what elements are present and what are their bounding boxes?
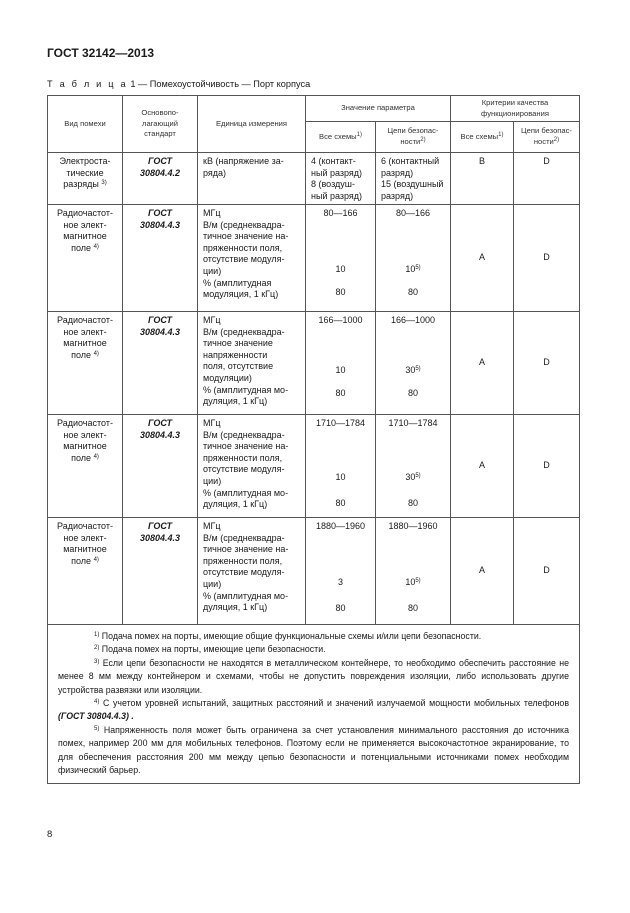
rf-freq-safety: 1710—1784 [388,418,438,428]
rf-unit: МГц В/м (среднеквадра- тичное значение напряженности поля, отсутствие модуляции) % (амплитудная мо- дуляция, 1 кГц) [198,312,306,415]
header-criteria-group: Критерии качества функционирования [451,96,580,122]
note-2: $^{2)}$ Подача помех на порты, имеющие цепи безопасности. [94,644,326,655]
rf-criteria-all: А [451,205,514,312]
rf-standard: ГОСТ 30804.4.3 [123,205,198,312]
table-header-row-1 [48,96,580,122]
table-notes [48,625,580,784]
rf-all-values [306,518,376,625]
immunity-table [47,95,580,784]
rf-criteria-all: А [451,518,514,625]
rf-field-safety: 30$^{5)}$ [405,365,421,375]
rf-freq-all: 1880—1960 [315,521,366,531]
header-all-circuits: Все схемы$^{1)}$ [306,122,376,153]
rf-freq-all: 166—1000 [318,315,363,325]
rf-criteria-safety: D [514,415,580,518]
header-phenomenon: Вид помехи [48,96,123,153]
rf-safety-values [376,205,451,312]
rf-field-all: 10 [335,264,346,274]
rf-name: Радиочастот- ное элект- магнитное поле $^{4)}$ [48,518,123,625]
esd-unit: кВ (напряжение за- ряда) [198,153,306,205]
esd-safety-value: 6 (контактный разряд) 15 (воздушный разряд) [376,153,451,205]
rf-safety-values [376,518,451,625]
rf-field-all: 10 [335,472,346,482]
rf-criteria-all: А [451,312,514,415]
rf-criteria-all: А [451,415,514,518]
rf-freq-safety: 166—1000 [390,315,436,325]
note-3: $^{3)}$ Если цепи безопасности не находятся в металлическом контейнере, то необходимо обеспечить расстояние не менее 8 мм между контейнером и схемами, чтобы не допустить повреждения изоляции, либо использовать другие устройства развязки или изоляции. [58,657,569,695]
rf-field-safety: 30$^{5)}$ [405,472,421,482]
rf-criteria-safety: D [514,205,580,312]
rf-name: Радиочастот- ное элект- магнитное поле $^{4)}$ [48,312,123,415]
rf-mod-safety: 80 [407,388,418,398]
rf-mod-all: 80 [335,287,346,297]
rf-field-all: 3 [337,577,343,587]
rf-freq-all: 1710—1784 [315,418,366,428]
esd-criteria-all: В [451,153,514,205]
esd-all-value: 4 (контакт- ный разряд) 8 (воздуш- ный разряд) [306,153,376,205]
rf-field-all: 10 [335,365,346,375]
header-unit: Единица измерения [198,96,306,153]
caption-text: 1 — Помехоустойчивость — Порт корпуса [130,79,311,89]
rf-criteria-safety: D [514,312,580,415]
rf-mod-all: 80 [335,603,346,613]
rf-unit: МГц В/м (среднеквадра- тичное значение на- пряженности поля, отсутствие модуля- ции) % (амплитудная мо- дуляция, 1 кГц) [198,415,306,518]
rf-mod-all: 80 [335,388,346,398]
table-row-rf-2 [48,312,580,415]
rf-safety-values [376,415,451,518]
note-1: $^{1)}$ Подача помех на порты, имеющие общие функциональные схемы и/или цепи безопасности. [94,631,482,641]
table-row-rf-4 [48,518,580,625]
rf-all-values [306,415,376,518]
rf-mod-safety: 80 [407,603,418,613]
table-row-esd [48,153,580,205]
rf-standard: ГОСТ 30804.4.3 [123,415,198,518]
note-4: $^{4)}$ С учетом уровней испытаний, защитных расстояний и значений излучаемой мощности мобильных телефонов (ГОСТ 30804.4.3) . [58,698,569,722]
rf-name: Радиочастот- ное элект- магнитное поле $^{4)}$ [48,205,123,312]
caption-prefix: Т а б л и ц а [47,79,128,89]
header-value-group: Значение параметра [306,96,451,122]
rf-freq-safety: 80—166 [395,208,431,218]
header-standard: Основопо- лагающий стандарт [123,96,198,153]
page-number: 8 [47,829,53,840]
rf-safety-values [376,312,451,415]
rf-freq-all: 80—166 [323,208,358,218]
esd-name: Электроста- тические разряды $^{3)}$ [48,153,123,205]
document-header: ГОСТ 32142—2013 [47,46,155,60]
rf-freq-safety: 1880—1960 [388,521,438,531]
note-5: $^{5)}$ Напряженность поля может быть ограничена за счет установления минимального расстояния до источника помех, например 200 мм для мобильных телефонов. Поэтому если не применяется высокочастотное экранирование, то для обеспечения расстояния 200 мм между цепью безопасности и потенциальными источниками помех необходим физический барьер. [58,724,569,776]
rf-all-values [306,312,376,415]
rf-field-safety: 10$^{5)}$ [405,264,421,274]
esd-criteria-safety: D [514,153,580,205]
rf-standard: ГОСТ 30804.4.3 [123,518,198,625]
rf-unit: МГц В/м (среднеквадра- тичное значение на- пряженности поля, отсутствие модуля- ции) % (амплитудная модуляция, 1 кГц) [198,205,306,312]
rf-mod-all: 80 [335,498,346,508]
rf-unit: МГц В/м (среднеквадра- тичное значение на- пряженности поля, отсутствие модуля- ции) % (амплитудная мо- дуляция, 1 кГц) [198,518,306,625]
header-crit-safety-circuits: Цепи безопас- ности$^{2)}$ [514,122,580,153]
rf-standard: ГОСТ 30804.4.3 [123,312,198,415]
table-caption [47,79,310,89]
table-row-rf-1 [48,205,580,312]
esd-standard: ГОСТ 30804.4.2 [123,153,198,205]
rf-name: Радиочастот- ное элект- магнитное поле $^{4)}$ [48,415,123,518]
rf-field-safety: 10$^{5)}$ [405,577,421,587]
rf-mod-safety: 80 [407,287,418,297]
rf-all-values [306,205,376,312]
rf-criteria-safety: D [514,518,580,625]
rf-mod-safety: 80 [407,498,418,508]
note-4-ref: (ГОСТ 30804.4.3) . [58,711,134,722]
header-safety-circuits: Цепи безопас- ности$^{2)}$ [376,122,451,153]
table-row-rf-3 [48,415,580,518]
header-crit-all-circuits: Все схемы$^{1)}$ [451,122,514,153]
table-notes-row [48,625,580,784]
